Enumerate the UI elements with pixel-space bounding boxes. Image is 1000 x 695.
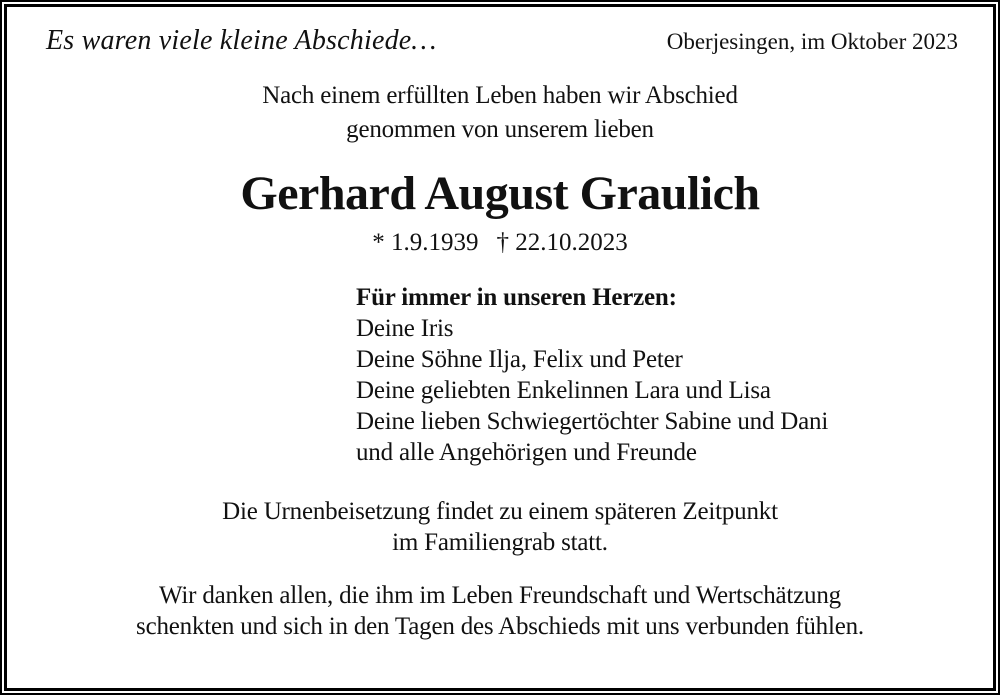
burial-line-1: Die Urnenbeisetzung findet zu einem späteren Zeitpunkt (222, 498, 778, 525)
thanks-line-1: Wir danken allen, die ihm im Leben Freundschaft und Wertschätzung (159, 582, 841, 609)
header-row (46, 25, 958, 57)
mourner-line: Deine Söhne Ilja, Felix und Peter (356, 346, 683, 373)
burial-line-2: im Familiengrab statt. (392, 529, 608, 556)
mourner-line: und alle Angehörigen und Freunde (356, 439, 697, 466)
intro-line-1: Nach einem erfüllten Leben haben wir Abschied (262, 82, 738, 109)
death-date: † 22.10.2023 (496, 229, 628, 256)
mourners-heading: Für immer in unseren Herzen: (356, 284, 677, 311)
notice-content (8, 8, 992, 687)
mourner-line: Deine Iris (356, 315, 454, 342)
birth-date: * 1.9.1939 (372, 229, 479, 256)
life-dates (8, 228, 992, 258)
place-date-text: Oberjesingen, im Oktober 2023 (666, 29, 958, 54)
mourners-block (356, 282, 992, 468)
burial-info-block (8, 496, 992, 558)
intro-block (8, 79, 992, 147)
deceased-name: Gerhard August Graulich (240, 167, 760, 220)
motto-text: Es waren viele kleine Abschiede… (46, 25, 437, 56)
intro-line-2: genommen von unserem lieben (346, 116, 654, 143)
mourner-line: Deine geliebten Enkelinnen Lara und Lisa (356, 377, 771, 404)
mourner-line: Deine lieben Schwiegertöchter Sabine und Dani (356, 408, 829, 435)
thanks-line-2: schenkten und sich in den Tagen des Abschieds mit uns verbunden fühlen. (136, 613, 864, 640)
thanks-block (8, 580, 992, 642)
